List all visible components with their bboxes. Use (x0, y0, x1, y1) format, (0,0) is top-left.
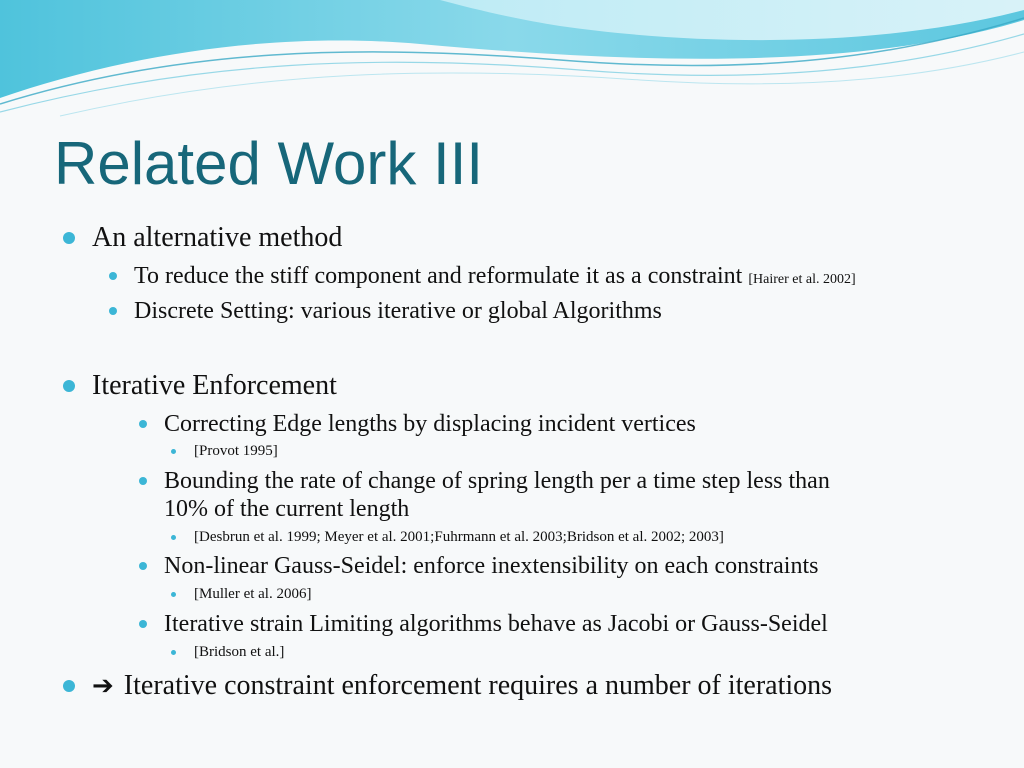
reference-text: [Bridson et al.] (194, 644, 285, 660)
reference-text: [Muller et al. 2006] (194, 586, 312, 602)
reference-text: [Desbrun et al. 1999; Meyer et al. 2001;Fuhrmann et al. 2003;Bridson et al. 2002; 2003] (194, 529, 724, 545)
bullet-dot (171, 592, 176, 597)
bullet-dot (139, 620, 147, 628)
bullet-text: To reduce the stiff component and reformulate it as a constraint (134, 263, 749, 289)
bullet-dot (139, 562, 147, 570)
bullet-dot (171, 449, 176, 454)
citation: [Hairer et al. 2002] (748, 272, 856, 287)
slide-title: Related Work III (54, 130, 484, 197)
sub-bullet-stiff-component (134, 262, 856, 294)
sub-bullet-correcting-edge (164, 410, 696, 438)
bullet-dot (139, 477, 147, 485)
bullet-text: Non-linear Gauss-Seidel: enforce inextensibility on each constraints (164, 553, 819, 579)
sub-bullet-bounding-rate (164, 467, 830, 523)
reference-bridson (194, 642, 284, 662)
bullet-dot (139, 420, 147, 428)
bullet-iterative-enforcement (92, 370, 337, 402)
sub-bullet-discrete-setting (134, 297, 662, 325)
sub-bullet-gauss-seidel (164, 552, 818, 580)
bullet-dot (63, 232, 75, 244)
reference-provot (194, 441, 278, 461)
bullet-dot (171, 535, 176, 540)
bullet-dot (63, 680, 75, 692)
header-wave-decoration (0, 0, 1024, 130)
bullet-text: Correcting Edge lengths by displacing incident vertices (164, 411, 696, 437)
bullet-text-line-2: 10% of the current length (164, 496, 410, 522)
bullet-dot (171, 650, 176, 655)
bullet-alternative-method (92, 222, 342, 254)
bullet-dot (109, 272, 117, 280)
bullet-text: Iterative strain Limiting algorithms behave as Jacobi or Gauss-Seidel (164, 611, 828, 637)
reference-muller (194, 584, 311, 604)
bullet-text: Iterative Enforcement (92, 370, 337, 401)
bullet-dot (109, 307, 117, 315)
sub-bullet-strain-limiting (164, 610, 828, 638)
bullet-text: Iterative constraint enforcement requires a number of iterations (123, 670, 833, 701)
reference-text: [Provot 1995] (194, 443, 278, 459)
bullet-dot (63, 380, 75, 392)
bullet-text-line-1: Bounding the rate of change of spring length per a time step less than (164, 468, 830, 494)
bullet-text: Discrete Setting: various iterative or global Algorithms (134, 298, 662, 324)
bullet-text: An alternative method (92, 222, 343, 253)
bullet-conclusion (92, 670, 832, 702)
reference-desbrun (194, 527, 724, 547)
right-arrow-icon: ➔ (92, 671, 114, 701)
